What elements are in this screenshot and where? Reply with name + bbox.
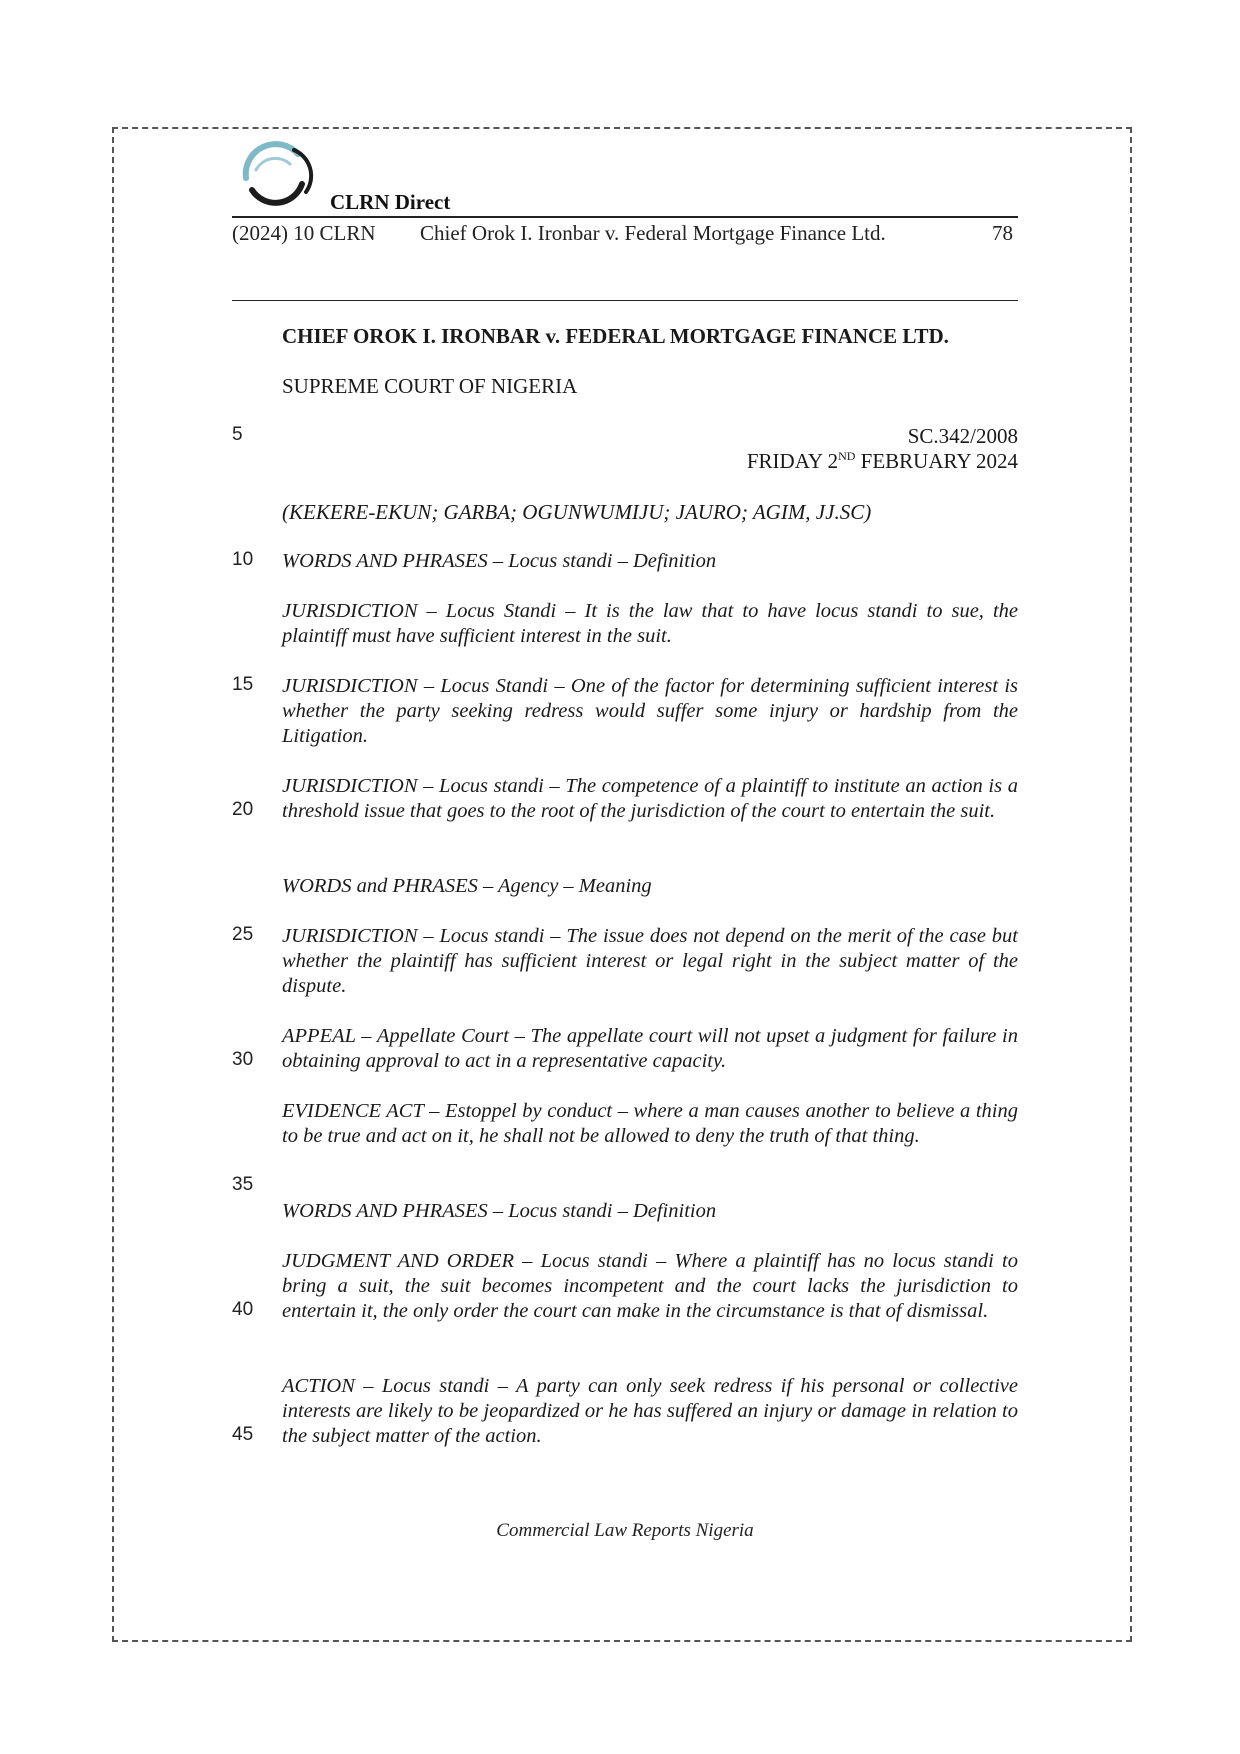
line-number: 10 xyxy=(232,549,254,570)
citation: (2024) 10 CLRN xyxy=(232,221,376,245)
footer-publication: Commercial Law Reports Nigeria xyxy=(496,1520,754,1541)
headnote: WORDS AND PHRASES – Locus standi – Definition xyxy=(282,550,717,572)
section-rule xyxy=(232,300,1018,301)
line-number: 35 xyxy=(232,1174,254,1195)
headnote: EVIDENCE ACT – Estoppel by conduct – where a man causes another to believe a thing to be true and act on it, he shall not be allowed to deny the truth of that thing. xyxy=(282,1100,1018,1147)
line-number: 45 xyxy=(232,1424,254,1445)
line-number: 15 xyxy=(232,674,254,695)
judges-panel: (KEKERE-EKUN; GARBA; OGUNWUMIJU; JAURO; AGIM, JJ.SC) xyxy=(282,500,872,524)
headnote: WORDS AND PHRASES – Locus standi – Definition xyxy=(282,1200,717,1222)
clrn-logo-icon xyxy=(236,140,318,216)
headnote: ACTION – Locus standi – A party can only seek redress if his personal or collective interests are likely to be jeopardized or he has suffered an injury or damage in relation to the subject matter of the action. xyxy=(282,1375,1018,1447)
headnote: JURISDICTION – Locus standi – The competence of a plaintiff to institute an action is a threshold issue that goes to the root of the jurisdiction of the court to entertain the suit. xyxy=(282,775,1018,822)
case-title: CHIEF OROK I. IRONBAR v. FEDERAL MORTGAGE FINANCE LTD. xyxy=(282,324,949,348)
line-number: 30 xyxy=(232,1049,254,1070)
brand-name: CLRN Direct xyxy=(330,190,451,214)
line-number: 20 xyxy=(232,799,254,820)
date-day: FRIDAY 2 xyxy=(746,449,839,473)
line-number: 40 xyxy=(232,1299,254,1320)
header-rule xyxy=(232,216,1018,218)
suit-number: SC.342/2008 xyxy=(907,424,1018,448)
date-ordinal: ND xyxy=(838,449,856,463)
headnote: JUDGMENT AND ORDER – Locus standi – Where a plaintiff has no locus standi to bring a suit, the suit becomes incompetent and the court lacks the jurisdiction to entertain it, the only order the court can make in the circumstance is that of dismissal. xyxy=(282,1250,1018,1322)
line-number: 25 xyxy=(232,924,254,945)
court-name: SUPREME COURT OF NIGERIA xyxy=(282,374,578,398)
headnote: JURISDICTION – Locus Standi – One of the factor for determining sufficient interest is whether the party seeking redress would suffer some injury or hardship from the Litigation. xyxy=(282,675,1018,747)
line-number: 5 xyxy=(232,424,243,445)
date-month-year: FEBRUARY 2024 xyxy=(855,449,1018,473)
running-title: Chief Orok I. Ironbar v. Federal Mortgage Finance Ltd. xyxy=(420,221,886,245)
headnote: APPEAL – Appellate Court – The appellate court will not upset a judgment for failure in obtaining approval to act in a representative capacity. xyxy=(282,1025,1018,1072)
judgment-date xyxy=(600,449,1018,474)
headnote: WORDS and PHRASES – Agency – Meaning xyxy=(282,875,652,897)
headnote: JURISDICTION – Locus standi – The issue does not depend on the merit of the case but whether the plaintiff has sufficient interest or legal right in the subject matter of the dispute. xyxy=(282,925,1018,997)
page-number: 78 xyxy=(992,221,1013,245)
headnote: JURISDICTION – Locus Standi – It is the law that to have locus standi to sue, the plaintiff must have sufficient interest in the suit. xyxy=(282,600,1018,647)
